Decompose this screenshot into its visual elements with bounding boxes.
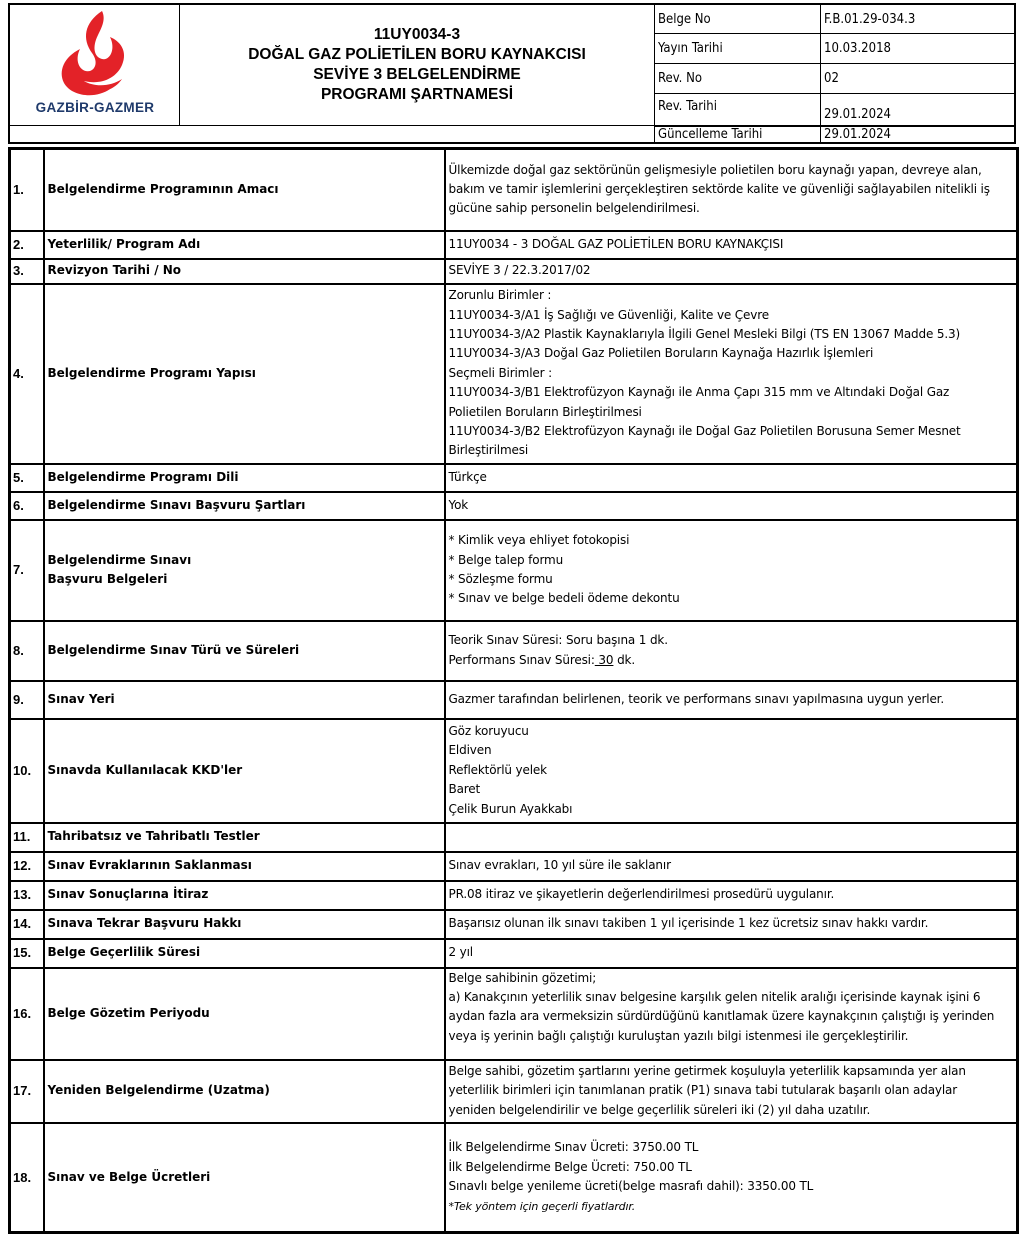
label-line: Belgelendirme Sınavı bbox=[47, 552, 192, 567]
fee-line: İlk Belgelendirme Belge Ücreti: 750.00 TL bbox=[448, 1159, 692, 1174]
row-value bbox=[445, 231, 1018, 259]
table-row bbox=[10, 1060, 1018, 1123]
value-line: Çelik Burun Ayakkabı bbox=[448, 801, 573, 816]
row-value bbox=[445, 719, 1018, 823]
table-row bbox=[10, 231, 1018, 259]
table-row bbox=[10, 852, 1018, 881]
row-label: Belgelendirme Sınavı Başvuru Şartları bbox=[44, 492, 445, 520]
table-row bbox=[10, 681, 1018, 719]
row-number: 16. bbox=[10, 968, 44, 1060]
row-number: 14. bbox=[10, 910, 44, 939]
value-line: SEVİYE 3 / 22.3.2017/02 bbox=[448, 263, 591, 278]
row-label: Sınava Tekrar Başvuru Hakkı bbox=[44, 910, 445, 939]
row-number: 7. bbox=[10, 520, 44, 621]
row-value bbox=[445, 823, 1018, 852]
meta-row-guncelleme-tarihi bbox=[655, 126, 1015, 142]
row-value bbox=[445, 284, 1018, 464]
title-line: PROGRAMI ŞARTNAMESİ bbox=[320, 86, 514, 103]
row-number: 17. bbox=[10, 1060, 44, 1123]
row-value bbox=[445, 910, 1018, 939]
row-number: 11. bbox=[10, 823, 44, 852]
value-line: Gazmer tarafından belirlenen, teorik ve performans sınavı yapılmasına uygun yerler. bbox=[448, 691, 945, 706]
logo-text: GAZBİR-GAZMER bbox=[35, 100, 155, 115]
value-line: 11UY0034-3/A2 Plastik Kaynaklarıyla İlgili Genel Mesleki Bilgi (TS EN 13067 Madde 5.3) bbox=[448, 326, 961, 341]
row-value bbox=[445, 464, 1018, 492]
row-value bbox=[445, 1123, 1018, 1233]
value-line: Ülkemizde doğal gaz sektörünün gelişmesiyle polietilen boru kaynağı yapan, devreye alan, bbox=[448, 162, 982, 177]
row-number: 9. bbox=[10, 681, 44, 719]
row-label: Yeniden Belgelendirme (Uzatma) bbox=[44, 1060, 445, 1123]
meta-row-rev-no bbox=[655, 64, 1015, 94]
row-label: Revizyon Tarihi / No bbox=[44, 259, 445, 284]
value-line: Reflektörlü yelek bbox=[448, 762, 547, 777]
meta-value: 10.03.2018 bbox=[824, 41, 891, 56]
table-row bbox=[10, 719, 1018, 823]
row-number: 6. bbox=[10, 492, 44, 520]
meta-key: Belge No bbox=[655, 5, 821, 33]
row-label: Sınav Yeri bbox=[44, 681, 445, 719]
header-empty-row bbox=[10, 126, 654, 142]
meta-key: Yayın Tarihi bbox=[655, 34, 821, 63]
value-line: 11UY0034-3/B2 Elektrofüzyon Kaynağı ile Doğal Gaz Polietilen Borusuna Semer Mesnet bbox=[448, 424, 961, 439]
value-line: 11UY0034-3/A3 Doğal Gaz Polietilen Boruların Kaynağa Hazırlık İşlemleri bbox=[448, 346, 874, 361]
value-line: Türkçe bbox=[448, 469, 487, 484]
row-label: Tahribatsız ve Tahribatlı Testler bbox=[44, 823, 445, 852]
row-number: 3. bbox=[10, 259, 44, 284]
value-line: Belge sahibi, gözetim şartlarını yerine getirmek koşuluyla yeterlilik kapsamında yer alan bbox=[448, 1063, 966, 1078]
row-number: 10. bbox=[10, 719, 44, 823]
row-label: Sınavda Kullanılacak KKD'ler bbox=[44, 719, 445, 823]
performance-duration-label: Performans Sınav Süresi: bbox=[448, 652, 595, 667]
value-line: Belge sahibinin gözetimi; bbox=[448, 970, 597, 985]
table-row bbox=[10, 939, 1018, 968]
row-number: 4. bbox=[10, 284, 44, 464]
row-value bbox=[445, 681, 1018, 719]
value-line: 11UY0034-3/B1 Elektrofüzyon Kaynağı ile Anma Çapı 315 mm ve Altındaki Doğal Gaz bbox=[448, 385, 950, 400]
row-label: Belge Gözetim Periyodu bbox=[44, 968, 445, 1060]
value-line: yeniden belgelendirilir ve belge geçerlilik süreleri iki (2) yıl daha uzatılır. bbox=[448, 1102, 871, 1117]
value-line: * Sözleşme formu bbox=[448, 572, 553, 586]
value-line: Zorunlu Birimler : bbox=[448, 288, 552, 303]
row-number: 2. bbox=[10, 231, 44, 259]
row-label: Belgelendirme Programı Yapısı bbox=[44, 284, 445, 464]
table-row bbox=[10, 259, 1018, 284]
row-label: Sınav ve Belge Ücretleri bbox=[44, 1123, 445, 1233]
document-title bbox=[180, 5, 654, 126]
table-row bbox=[10, 149, 1018, 231]
value-line: PR.08 itiraz ve şikayetlerin değerlendirilmesi prosedürü uygulanır. bbox=[448, 887, 835, 902]
value-line: * Belge talep formu bbox=[448, 552, 564, 567]
performance-duration-value: 30 bbox=[594, 652, 614, 667]
row-value bbox=[445, 939, 1018, 968]
value-line: 11UY0034 - 3 DOĞAL GAZ POLİETİLEN BORU KAYNAKÇISI bbox=[448, 236, 784, 251]
meta-row-rev-tarihi bbox=[655, 94, 1015, 126]
row-number: 13. bbox=[10, 881, 44, 910]
value-line: Polietilen Boruların Birleştirilmesi bbox=[448, 404, 642, 419]
row-label bbox=[44, 520, 445, 621]
row-number: 1. bbox=[10, 149, 44, 231]
meta-row-yayin-tarihi bbox=[655, 34, 1015, 64]
fee-note: *Tek yöntem için geçerli fiyatlardır. bbox=[448, 1199, 636, 1213]
title-line: SEVİYE 3 BELGELENDİRME bbox=[313, 66, 521, 83]
value-line: Sınav evrakları, 10 yıl süre ile saklanır bbox=[448, 858, 671, 873]
value-line: bakım ve tamir işlemlerini gerçekleştiren sektörde kalite ve güvenliği sağlayabilen nitelikli iş bbox=[448, 182, 990, 197]
value-line bbox=[449, 631, 1014, 650]
fee-line: İlk Belgelendirme Sınav Ücreti: 3750.00 TL bbox=[448, 1140, 699, 1155]
value-line: 11UY0034-3/A1 İş Sağlığı ve Güvenliği, Kalite ve Çevre bbox=[448, 307, 769, 322]
theory-duration-label: Teorik Sınav Süresi: bbox=[448, 633, 563, 648]
fee-line: Sınavlı belge yenileme ücreti(belge masrafı dahil): 3350.00 TL bbox=[448, 1179, 814, 1194]
row-number: 8. bbox=[10, 621, 44, 681]
row-number: 18. bbox=[10, 1123, 44, 1233]
meta-value: 29.01.2024 bbox=[824, 107, 891, 122]
row-label: Belgelendirme Programının Amacı bbox=[44, 149, 445, 231]
value-line bbox=[449, 651, 1014, 670]
value-line: Yok bbox=[448, 497, 469, 512]
row-value bbox=[445, 621, 1018, 681]
value-line: aydan fazla ara vermeksizin sürdürdüğünü kanıtlamak üzere kaynakçının çalıştığı iş yerinden bbox=[448, 1009, 995, 1024]
row-label: Sınav Evraklarının Saklanması bbox=[44, 852, 445, 881]
meta-row-belge-no bbox=[655, 5, 1015, 34]
meta-value: 29.01.2024 bbox=[824, 127, 891, 142]
row-label: Belgelendirme Programı Dili bbox=[44, 464, 445, 492]
value-line: 2 yıl bbox=[448, 945, 473, 960]
value-line: veya iş yerinin bağlı çalıştığı kuruluştan yazılı bilgi istenmesi ile gerçekleştirilir. bbox=[448, 1028, 909, 1043]
row-value bbox=[445, 149, 1018, 231]
table-row bbox=[10, 621, 1018, 681]
table-row bbox=[10, 284, 1018, 464]
table-row bbox=[10, 520, 1018, 621]
logo-cell bbox=[10, 5, 180, 126]
value-line: Baret bbox=[448, 782, 481, 797]
value-line: Birleştirilmesi bbox=[448, 443, 529, 458]
value-line: * Kimlik veya ehliyet fotokopisi bbox=[448, 533, 630, 548]
value-line: * Sınav ve belge bedeli ödeme dekontu bbox=[448, 591, 680, 606]
document-header bbox=[8, 3, 1016, 144]
title-line: DOĞAL GAZ POLİETİLEN BORU KAYNAKCISI bbox=[248, 46, 586, 63]
value-line: Göz koruyucu bbox=[448, 723, 529, 738]
value-line: a) Kanakçının yeterlilik sınav belgesine karşılık gelen nitelik aralığı içerisinde kaynak işini 6 bbox=[448, 989, 981, 1004]
meta-key: Güncelleme Tarihi bbox=[655, 127, 821, 142]
value-line: Eldiven bbox=[448, 743, 492, 758]
table-row bbox=[10, 492, 1018, 520]
row-label: Belgelendirme Sınav Türü ve Süreleri bbox=[44, 621, 445, 681]
meta-value: F.B.01.29-034.3 bbox=[824, 12, 916, 27]
table-row bbox=[10, 1123, 1018, 1233]
table-row bbox=[10, 823, 1018, 852]
row-value bbox=[445, 1060, 1018, 1123]
row-value bbox=[445, 492, 1018, 520]
value-line: Başarısız olunan ilk sınavı takiben 1 yıl içerisinde 1 kez ücretsiz sınav hakkı vardır. bbox=[448, 916, 929, 931]
row-number: 5. bbox=[10, 464, 44, 492]
row-value bbox=[445, 259, 1018, 284]
performance-duration-unit: dk. bbox=[613, 652, 636, 667]
value-line: yeterlilik birimleri için tanımlanan pratik (P1) sınava tabi tutularak başarılı olan adaylar bbox=[448, 1083, 958, 1098]
label-line: Başvuru Belgeleri bbox=[47, 572, 168, 586]
program-spec-table bbox=[8, 147, 1019, 1234]
theory-duration-value: Soru başına 1 dk. bbox=[562, 633, 668, 648]
table-row bbox=[10, 464, 1018, 492]
row-value bbox=[445, 881, 1018, 910]
row-number: 15. bbox=[10, 939, 44, 968]
document-meta-table bbox=[654, 5, 1014, 142]
meta-key: Rev. Tarihi bbox=[655, 94, 821, 125]
title-line: 11UY0034-3 bbox=[373, 26, 461, 43]
row-number: 12. bbox=[10, 852, 44, 881]
table-row bbox=[10, 881, 1018, 910]
meta-key: Rev. No bbox=[655, 64, 821, 93]
row-value bbox=[445, 968, 1018, 1060]
row-value bbox=[445, 852, 1018, 881]
row-label: Sınav Sonuçlarına İtiraz bbox=[44, 881, 445, 910]
row-value bbox=[445, 520, 1018, 621]
meta-value: 02 bbox=[824, 71, 839, 86]
row-label: Belge Geçerlilik Süresi bbox=[44, 939, 445, 968]
row-label: Yeterlilik/ Program Adı bbox=[44, 231, 445, 259]
value-line: Seçmeli Birimler : bbox=[448, 365, 552, 380]
gazbir-flame-logo-icon bbox=[44, 9, 146, 99]
value-line: gücüne sahip personelin belgelendirilmesi. bbox=[448, 201, 700, 216]
table-row bbox=[10, 968, 1018, 1060]
table-row bbox=[10, 910, 1018, 939]
